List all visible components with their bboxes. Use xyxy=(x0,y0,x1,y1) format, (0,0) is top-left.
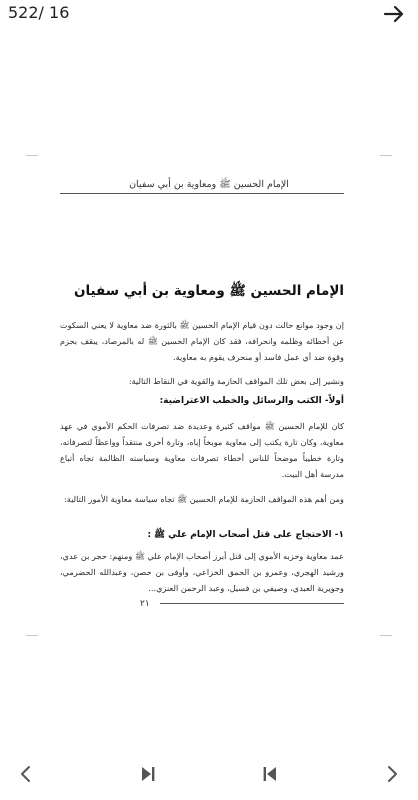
body-paragraph: كان للإمام الحسين ﷺ مواقف كثيرة وعديدة ضد تصرفات الحكم الأموي في عهد معاوية، وكان تارة يكتب إلى معاوية موبخاً إياه، وتارة أخرى منتقداً وواعظاً لتصرفاته، وتارة خطيباً موضحاً للناس أخطاء تصرفات معاوية وسياسته الظالمة تجاه أتباع مدرسة أهل البيت. xyxy=(60,421,344,479)
page-counter: 522/ 16 xyxy=(8,3,70,22)
footer-rule xyxy=(160,603,344,604)
section-heading: أولاً- الكتب والرسائل والخطب الاعتراضية: xyxy=(159,396,344,406)
skip-back-icon[interactable] xyxy=(258,762,282,786)
section-heading: ١- الاحتجاج على قتل أصحاب الإمام علي ﷺ : xyxy=(147,530,344,540)
bottom-navigation xyxy=(0,750,418,800)
body-paragraph: إن وجود موانع حالت دون قيام الإمام الحسين ﷺ بالثورة ضد معاوية لا يعني السكوت عن أخطائه وظلمه وانحرافه، فقد كان الإمام الحسين ﷺ له بالمرصاد، يبقف بحزم وقوة ضد أي عمل فاسد أو منحرف يقوم به معاوية. xyxy=(60,320,344,362)
chevron-left-icon[interactable] xyxy=(14,762,38,786)
crop-mark xyxy=(26,635,38,636)
top-toolbar xyxy=(0,0,418,30)
chevron-right-icon[interactable] xyxy=(380,762,404,786)
skip-forward-icon[interactable] xyxy=(136,762,160,786)
body-paragraph: ونشير إلى بعض تلك المواقف الحازمة والقوية في النقاط التالية: xyxy=(128,376,344,386)
crop-mark xyxy=(380,155,392,156)
crop-mark xyxy=(26,155,38,156)
body-paragraph: ومن أهم هذه المواقف الحازمة للإمام الحسين ﷺ تجاه سياسة معاوية الأمور التالية: xyxy=(64,494,344,504)
body-paragraph: عمد معاوية وحزبه الأموي إلى قتل أبرز أصحاب الإمام علي ﷺ ومنهم: حجر بن عدي، ورشيد الهجري، وعمرو بن الحمق الخزاعي، وأوفى بن حصن، وعبدالله الحضرمي، وجويرية العبدي، وصيفي بن فسيل، وعبد الرحمن العنزي... xyxy=(60,551,344,593)
crop-mark xyxy=(380,635,392,636)
arrow-right-icon[interactable] xyxy=(382,2,406,26)
header-rule xyxy=(60,193,344,194)
running-header: الإمام الحسين ﷺ ومعاوية بن أبي سفيان xyxy=(129,179,289,190)
page-number: ٢١ xyxy=(140,599,150,609)
page-title: الإمام الحسين ﷺ ومعاوية بن أبي سفيان xyxy=(73,283,345,299)
